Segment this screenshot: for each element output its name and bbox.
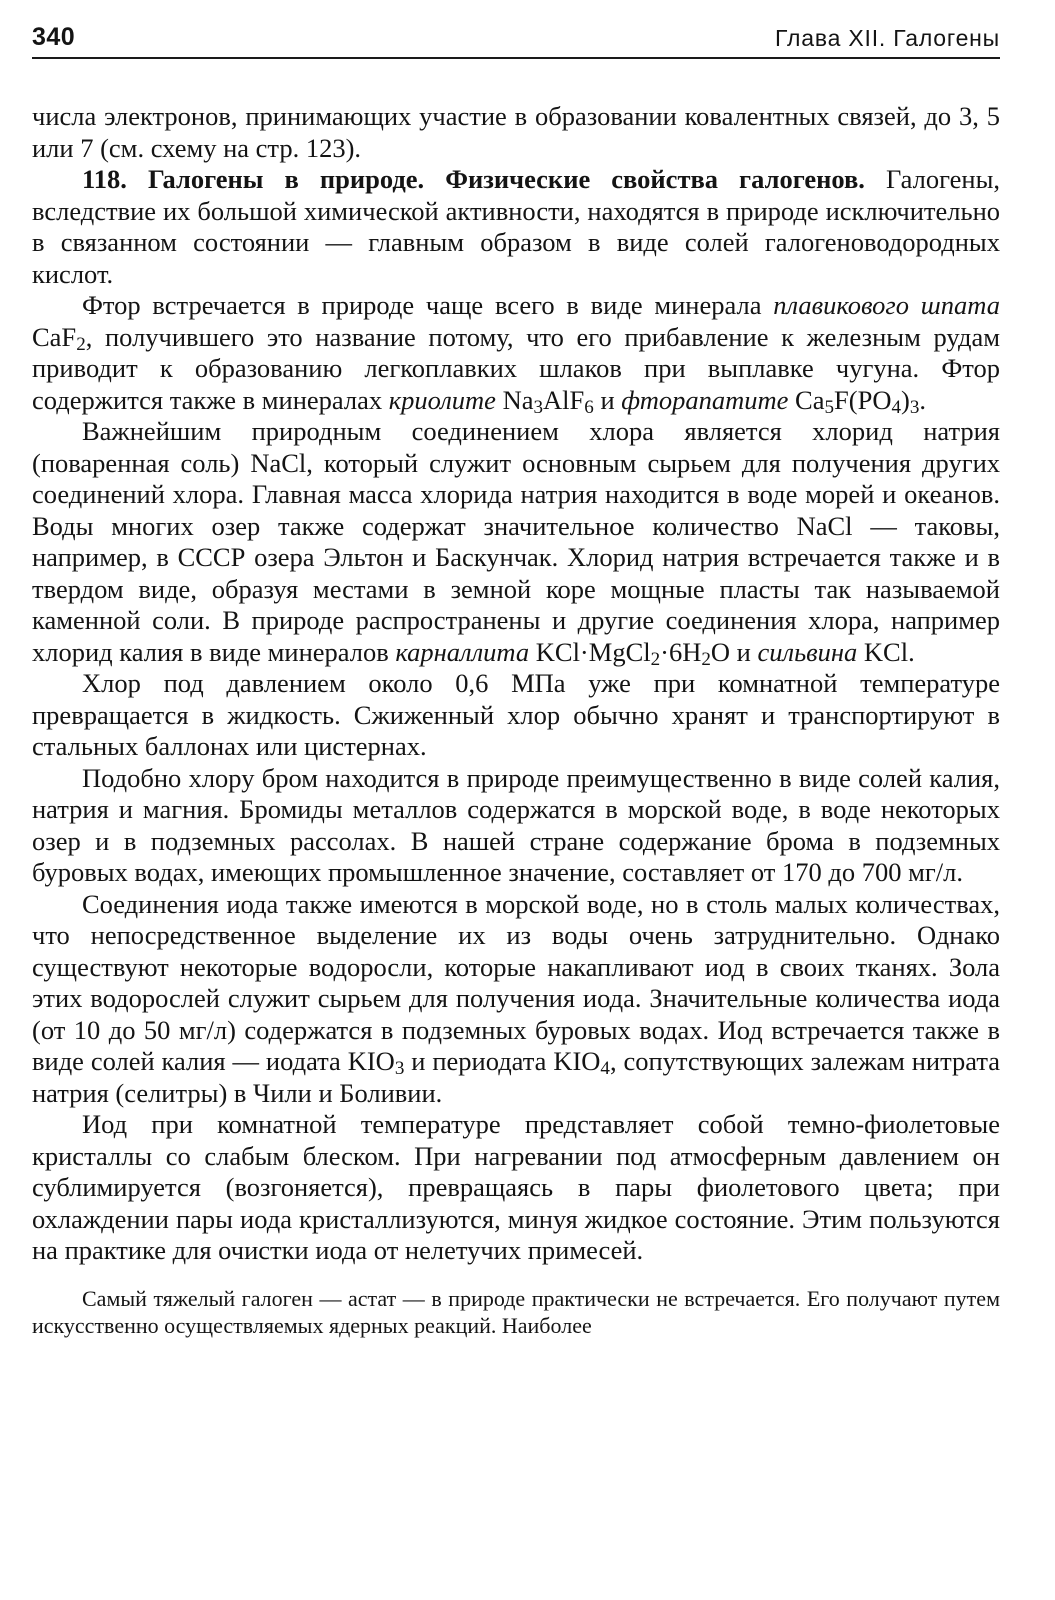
paragraph-bromine: Подобно хлору бром находится в природе преимущественно в виде солей калия, натрия и магния. Бромиды металлов содержатся в морской воде, в воде некоторых озер и в подземных рассолах. В нашей стране содержание брома в подземных буровых водах, имеющих промышленное значение, составляет от 170 до 700 мг/л.	[32, 762, 1000, 887]
paragraph-section-118: 118. Галогены в природе. Физические свойства галогенов. Галогены, вследствие их большой химической активности, находятся в природе исключительно в связанном состоянии — главным образом в виде солей галогеноводородных кислот.	[32, 164, 1000, 289]
term-sylvite: сильвина	[757, 636, 858, 667]
book-page	[32, 14, 1000, 1339]
paragraph-liquid-chlorine: Хлор под давлением около 0,6 МПа уже при комнатной температуре превращается в жидкость. Сжиженный хлор обычно хранят и транспортируют в стальных баллонах или цистернах.	[32, 668, 1000, 761]
term-carnallite: карналлита	[395, 636, 530, 667]
term-fluorspar: плавикового шпата	[773, 290, 1000, 320]
paragraph-iodine-properties: Иод при комнатной температуре представляет собой темно-фиолетовые кристаллы со слабым блеском. При нагревании под атмосферным давлением он сублимируется (возгоняется), превращаясь в пары фиолетового цвета; при охлаждении пары иода кристаллизуются, минуя жидкое состояние. Этим пользуются на практике для очистки иода от нелетучих примесей.	[32, 1109, 1000, 1265]
term-fluorapatite: фторапатите	[621, 384, 789, 415]
page-header	[32, 14, 1000, 59]
term-cryolite: криолите	[388, 384, 496, 415]
paragraph-iodine-sources: Соединения иода также имеются в морской воде, но в столь малых количествах, что непосредственное выделение их из воды очень затруднительно. Однако существуют некоторые водоросли, которые накапливают иод в своих тканях. Зола этих водорослей служит сырьем для получения иода. Значительные количества иода (от 10 до 50 мг/л) содержатся в подземных буровых водах. Иод встречается также в виде солей калия — иодата $KIO_3$ и периодата $KIO_4$, сопутствующих залежам нитрата натрия (селитры) в Чили и Боливии.	[32, 888, 1001, 1108]
body-text	[32, 101, 1000, 1267]
page-number: 340	[32, 23, 76, 51]
section-heading: 118. Галогены в природе. Физические свойства галогенов.	[82, 164, 865, 194]
paragraph-fluorine: Фтор встречается в природе чаще всего в виде минерала плавикового шпата CaF$_2$, получившего это название потому, что его прибавление к железным рудам приводит к образованию легкоплавких шлаков при выплавке чугуна. Фтор содержится также в минералах криолите $Na_3AlF_6$ и фторапатите $Ca_5F(PO_4)_3$.	[32, 290, 1000, 418]
running-head: Глава XII. Галогены	[775, 25, 1000, 51]
small-print-note: Самый тяжелый галоген — астат — в природе практически не встречается. Его получают путем искусственно осуществляемых ядерных реакций. Наиболее	[32, 1285, 1000, 1338]
paragraph-chlorine: Важнейшим природным соединением хлора является хлорид натрия (поваренная соль) NaCl, который служит основным сырьем для получения других соединений хлора. Главная масса хлорида натрия находится в воде морей и океанов. Воды многих озер также содержат значительное количество NaCl — таковы, например, в СССР озера Эльтон и Баскунчак. Хлорид натрия встречается также и в твердом виде, образуя местами в земной коре мощные пласты так называемой каменной соли. В природе распространены и другие соединения хлора, например хлорид калия в виде минералов карналлита $KCl\cdot MgCl_2\cdot 6H_2O$ и сильвина KCl.	[32, 416, 1000, 670]
paragraph-continuation: числа электронов, принимающих участие в образовании ковалентных связей, до 3, 5 или 7 (см. схему на стр. 123).	[32, 101, 1000, 163]
